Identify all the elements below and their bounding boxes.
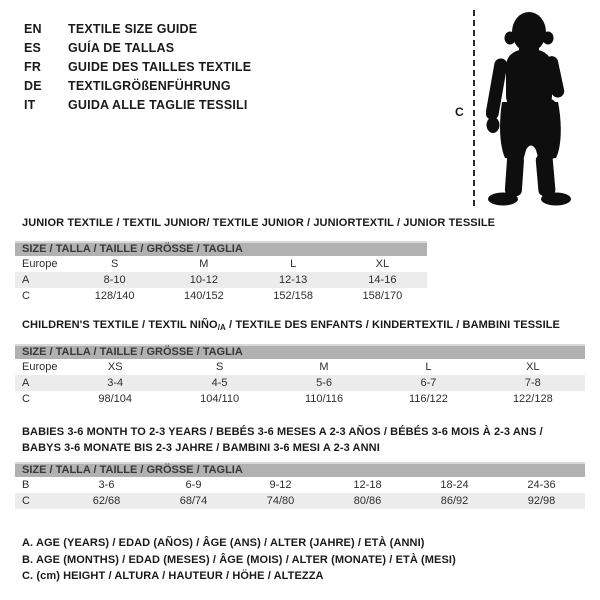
cell: 140/152 (183, 290, 224, 302)
legend-notes (22, 535, 456, 585)
cell: 6-9 (185, 479, 202, 491)
cell: 12-13 (279, 274, 308, 286)
cell: 8-10 (103, 274, 126, 286)
row-label: C (22, 393, 30, 405)
babies-section-title (22, 424, 582, 456)
table-row (15, 256, 427, 272)
cell: S (215, 361, 224, 373)
children-size-table (15, 344, 585, 407)
language-title: GUÍA DE TALLAS (68, 41, 175, 55)
cell: 110/116 (304, 393, 344, 405)
cell: 14-16 (368, 274, 397, 286)
size-header-bar: SIZE / TALLA / TAILLE / GRÖSSE / TAGLIA (15, 344, 585, 359)
cell: 68/74 (179, 495, 208, 507)
language-title-list (24, 20, 251, 115)
children-title-text: CHILDREN'S TEXTILE / TEXTIL NIÑO (22, 319, 218, 331)
row-label: Europe (22, 258, 58, 270)
size-header-bar: SIZE / TALLA / TAILLE / GRÖSSE / TAGLIA (15, 241, 427, 256)
babies-title-line1: BABIES 3-6 MONTH TO 2-3 YEARS / BEBÉS 3-6 MESES A 2-3 AÑOS / BÉBÉS 3-6 MOIS À 2-3 ANS / (22, 426, 543, 438)
table-row (15, 375, 585, 391)
cell: XL (375, 258, 390, 270)
language-code: ES (24, 41, 42, 55)
babies-size-table (15, 462, 585, 509)
language-code: DE (24, 79, 42, 93)
table-row (15, 288, 427, 304)
babies-title-line2: BABYS 3-6 MONATE BIS 2-3 JAHRE / BAMBINI 3-6 MESI A 2-3 ANNI (22, 442, 380, 454)
language-code: FR (24, 60, 42, 74)
table-row (15, 359, 585, 375)
cell: 152/158 (273, 290, 313, 302)
cell: 3-4 (107, 377, 124, 389)
language-row (24, 96, 251, 115)
language-title: GUIDE DES TAILLES TEXTILE (68, 60, 252, 74)
cell: 86/92 (440, 495, 469, 507)
note-height-cm: C. (cm) HEIGHT / ALTURA / HAUTEUR / HÖHE / ALTEZZA (22, 570, 324, 582)
cell: 18-24 (440, 479, 469, 491)
cell: 62/68 (92, 495, 121, 507)
cell: 116/122 (408, 393, 448, 405)
cell: M (199, 258, 209, 270)
cell: 6-7 (420, 377, 437, 389)
row-label: Europe (22, 361, 58, 373)
table-row (15, 477, 585, 493)
cell: 128/140 (94, 290, 135, 302)
language-title: TEXTILGRÖßENFÜHRUNG (68, 79, 231, 93)
row-label: C (22, 290, 30, 302)
cell: 92/98 (527, 495, 556, 507)
children-title-subscript: /A (217, 323, 226, 332)
size-header-bar: SIZE / TALLA / TAILLE / GRÖSSE / TAGLIA (15, 462, 585, 477)
cell: L (290, 258, 297, 270)
junior-section-title: JUNIOR TEXTILE / TEXTIL JUNIOR/ TEXTILE JUNIOR / JUNIORTEXTIL / JUNIOR TESSILE (22, 217, 496, 229)
children-section-title (22, 319, 560, 332)
cell: 3-6 (98, 479, 115, 491)
baby-silhouette-icon (486, 10, 576, 208)
table-row (15, 493, 585, 509)
language-code: EN (24, 22, 42, 36)
cell: 104/110 (200, 393, 240, 405)
cell: XS (107, 361, 123, 373)
cell: XL (526, 361, 540, 373)
language-code: IT (24, 98, 36, 112)
row-label: B (22, 479, 30, 491)
cell: 74/80 (266, 495, 295, 507)
note-age-years: A. AGE (YEARS) / EDAD (AÑOS) / ÂGE (ANS) / ALTER (JAHRE) / ETÀ (ANNI) (22, 537, 425, 549)
cell: 158/170 (362, 290, 403, 302)
cell: 24-36 (527, 479, 556, 491)
cell: S (110, 258, 119, 270)
row-label: A (22, 274, 30, 286)
cell: 10-12 (189, 274, 218, 286)
note-age-months: B. AGE (MONTHS) / EDAD (MESES) / ÂGE (MOIS) / ALTER (MONATE) / ETÀ (MESI) (22, 553, 456, 566)
cell: 9-12 (269, 479, 292, 491)
cell: 122/128 (512, 393, 553, 405)
language-row (24, 39, 251, 58)
junior-size-table (15, 241, 427, 304)
language-row (24, 58, 251, 77)
cell: 7-8 (524, 377, 541, 389)
cell: M (319, 361, 329, 373)
language-title: TEXTILE SIZE GUIDE (68, 22, 198, 36)
language-row (24, 77, 251, 96)
language-row (24, 20, 251, 39)
height-measure-dashed-line (473, 10, 475, 206)
cell: L (425, 361, 432, 373)
language-title: GUIDA ALLE TAGLIE TESSILI (68, 98, 248, 112)
children-title-text: / TEXTILE DES ENFANTS / KINDERTEXTIL / BAMBINI TESSILE (225, 319, 560, 331)
cell: 5-6 (316, 377, 332, 389)
cell: 80/86 (353, 495, 382, 507)
row-label: C (22, 495, 30, 507)
cell: 4-5 (211, 377, 228, 389)
cell: 98/104 (98, 393, 133, 405)
cell: 12-18 (353, 479, 382, 491)
table-row (15, 272, 427, 288)
row-label: A (22, 377, 30, 389)
figure-measure-label: C (455, 105, 464, 119)
table-row (15, 391, 585, 407)
